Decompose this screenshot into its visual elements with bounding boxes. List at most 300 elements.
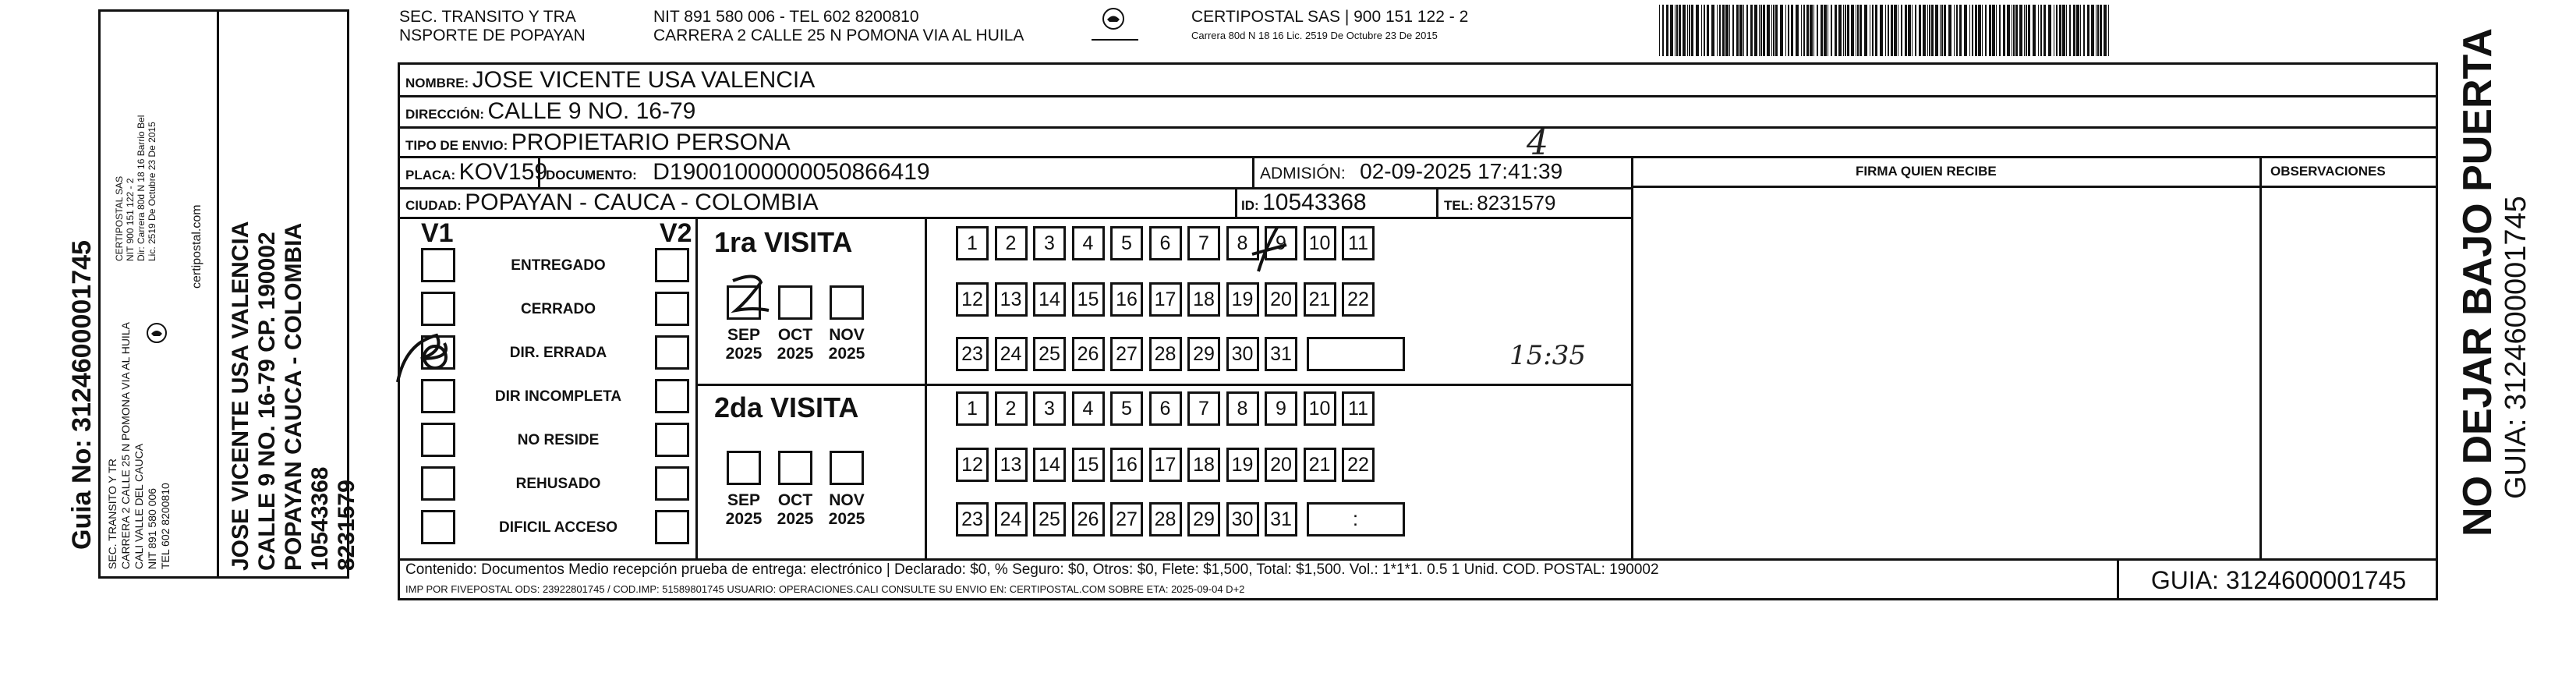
barcode-bar [1736, 5, 1739, 56]
right-guia-label: GUIA: 3124600001745 [2500, 196, 2532, 499]
day-cell[interactable]: 21 [1304, 282, 1336, 317]
barcode-bar [1901, 5, 1902, 56]
id-label: ID: [1241, 198, 1259, 213]
tel-value: 8231579 [1477, 191, 1556, 214]
month-year: 2025 [725, 510, 763, 528]
barcode-bar [1859, 5, 1862, 56]
ciudad-label: CIUDAD: [405, 198, 462, 213]
id-value: 10543368 [1262, 189, 1367, 215]
day-cell[interactable]: 15 [1072, 282, 1105, 317]
day-cell[interactable]: 24 [995, 337, 1028, 371]
day-cell[interactable]: 5 [1110, 391, 1143, 426]
v1-checkbox[interactable] [421, 510, 455, 544]
barcode-bar [1843, 5, 1844, 56]
barcode-bar [1791, 5, 1793, 56]
day-cell[interactable]: 30 [1226, 502, 1259, 536]
barcode-bar [1679, 5, 1681, 56]
visita2-title: 2da VISITA [714, 391, 859, 423]
day-cell[interactable]: 7 [1187, 391, 1220, 426]
day-cell[interactable]: 4 [1072, 391, 1105, 426]
day-cell[interactable]: 6 [1149, 226, 1182, 260]
imp-line: IMP POR FIVEPOSTAL ODS: 23922801745 / COD.IMP: 51589801745 USUARIO: OPERACIONES.CALI CONSULTE SU ENVIO EN: CERTIPOSTAL.COM SOBRE ETA: 2025-09-04 D+2 [405, 583, 1245, 595]
barcode-bar [1972, 5, 1973, 56]
barcode-bar [1732, 5, 1734, 56]
barcode-bar [1810, 5, 1813, 56]
v1-checkbox[interactable] [421, 292, 455, 326]
barcode-bar [1944, 5, 1946, 56]
v2-checkbox[interactable] [655, 510, 689, 544]
day-cell[interactable]: 20 [1265, 448, 1297, 482]
barcode-bar [1659, 5, 1660, 56]
day-cell[interactable]: 10 [1304, 391, 1336, 426]
v2-checkbox[interactable] [655, 466, 689, 501]
barcode-bar [1831, 5, 1832, 56]
barcode-bar [2059, 5, 2061, 56]
barcode-bar [1847, 5, 1849, 56]
day-cell[interactable]: 14 [1033, 448, 1066, 482]
barcode-bar [1969, 5, 1970, 56]
day-cell[interactable]: 9 [1265, 226, 1297, 260]
stub-company-line: NIT 891 580 006 [146, 487, 158, 569]
day-cell[interactable]: 19 [1226, 282, 1259, 317]
barcode-bar [1670, 5, 1673, 56]
barcode-bar [2076, 5, 2079, 56]
day-cell[interactable]: 10 [1304, 226, 1336, 260]
month-label [821, 491, 872, 529]
stub-company-line: SEC. TRANSITO Y TR [106, 459, 119, 569]
month-checkbox[interactable] [778, 451, 812, 485]
barcode-bar [1704, 5, 1705, 56]
barcode-bar [1796, 5, 1799, 56]
day-cell[interactable]: 17 [1149, 282, 1182, 317]
month-year: 2025 [777, 510, 814, 528]
barcode-bar [1978, 5, 1981, 56]
barcode-bar [1725, 5, 1729, 56]
row-divider [398, 217, 1631, 219]
placa-label: PLACA: [405, 168, 456, 182]
day-cell[interactable]: 2 [995, 226, 1028, 260]
tipo-value: PROPIETARIO PERSONA [511, 129, 791, 155]
sender-line: NSPORTE DE POPAYAN [399, 27, 586, 44]
barcode-bar [1919, 5, 1921, 56]
day-cell[interactable]: 29 [1187, 337, 1220, 371]
day-cell[interactable]: 11 [1342, 226, 1375, 260]
month-checkbox[interactable] [830, 451, 864, 485]
barcode-bar [2069, 5, 2071, 56]
day-cell[interactable]: 16 [1110, 448, 1143, 482]
row-divider [398, 126, 2438, 129]
month-name: NOV [829, 326, 865, 344]
certi-line: Carrera 80d N 18 16 Lic. 2519 De Octubre 23 De 2015 [1191, 30, 1438, 41]
stub-guia-number: Guia No: 3124600001745 [67, 240, 97, 550]
barcode-bar [1954, 5, 1955, 56]
barcode-bar [1801, 5, 1802, 56]
barcode-bar [1750, 5, 1753, 56]
day-cell[interactable]: 13 [995, 282, 1028, 317]
barcode-bar [1662, 5, 1664, 56]
barcode-bar [2048, 5, 2051, 56]
day-cell[interactable]: 14 [1033, 282, 1066, 317]
barcode-bar [1788, 5, 1789, 56]
barcode-bar [2056, 5, 2058, 56]
month-label [718, 491, 770, 529]
month-checkbox[interactable] [778, 285, 812, 320]
month-name: NOV [829, 491, 865, 509]
barcode-bar [1683, 5, 1686, 56]
day-cell[interactable]: 23 [956, 502, 989, 536]
barcode-bar [1817, 5, 1818, 56]
v1-checkbox[interactable] [421, 423, 455, 457]
barcode-bar [2024, 5, 2025, 56]
placa-cell [405, 159, 547, 186]
stub-recipient-line: 8231579 [334, 480, 359, 571]
barcode-bar [1885, 5, 1886, 56]
stub-recipient-block [228, 221, 360, 571]
v1-label: V1 [421, 218, 454, 248]
barcode-bar [2013, 5, 2015, 56]
barcode-bar [1948, 5, 1951, 56]
day-cell[interactable]: 22 [1342, 448, 1375, 482]
barcode-bar [1759, 5, 1760, 56]
stub-recipient-line: 10543368 [307, 466, 333, 571]
direccion-row [405, 98, 695, 125]
tel-cell [1444, 191, 1555, 215]
barcode-bar [1891, 5, 1893, 56]
month-label [821, 326, 872, 363]
day-cell[interactable]: 12 [956, 448, 989, 482]
barcode-bar [1999, 5, 2001, 56]
day-mark-icon [1247, 223, 1294, 278]
day-cell[interactable]: 12 [956, 282, 989, 317]
day-cell[interactable]: 9 [1265, 391, 1297, 426]
month-name: OCT [777, 491, 813, 509]
stub-certi-line: Dir: Carrera 80d N 18 16 Barrio Bel [136, 115, 147, 261]
barcode-bar [1760, 5, 1762, 56]
direccion-value: CALLE 9 NO. 16-79 [487, 98, 696, 124]
barcode-bar [1691, 5, 1693, 56]
col-divider [1252, 156, 1254, 187]
v1-checkbox[interactable] [421, 466, 455, 501]
time-box[interactable]: : [1307, 502, 1405, 536]
day-cell[interactable]: 26 [1072, 337, 1105, 371]
barcode-bar [1975, 5, 1977, 56]
barcode-bar [2097, 5, 2099, 56]
barcode-bar [1773, 5, 1775, 56]
admision-cell [1260, 159, 1562, 184]
month-name: OCT [777, 326, 813, 344]
contenido-line: Contenido: Documentos Medio recepción prueba de entrega: electrónico | Declarado: $0, % Seguro: $0, Otros: $0, Flete: $1,500, Total: $1,500. Vol.: 1*1*1. 0.5 1 Unid. COD. POSTAL: 190002 [405, 561, 1659, 578]
day-cell[interactable]: 25 [1033, 337, 1066, 371]
barcode-bar [1851, 5, 1854, 56]
stub-recipient-line: JOSE VICENTE USA VALENCIA [228, 221, 253, 571]
barcode-bar [1717, 5, 1718, 56]
sender-line: SEC. TRANSITO Y TRA [399, 8, 576, 26]
barcode-bar [1982, 5, 1983, 56]
stub-recipient-line: CALLE 9 NO. 16-79 CP. 190002 [254, 232, 280, 571]
row-divider [398, 156, 1631, 158]
check-mark-icon [725, 271, 775, 321]
barcode-bar [1845, 5, 1846, 56]
stub-certi-line: CERTIPOSTAL SAS [114, 175, 125, 261]
barcode-bar [1719, 5, 1721, 56]
visita1-title: 1ra VISITA [714, 226, 853, 258]
v2-label: V2 [660, 218, 692, 248]
barcode-bar [1767, 5, 1770, 56]
row-divider [1631, 156, 2438, 158]
barcode-bar [1959, 5, 1962, 56]
barcode-bar [2062, 5, 2065, 56]
nit-line: NIT 891 580 006 - TEL 602 8200810 [653, 8, 919, 26]
motivo-label: ENTREGADO [511, 257, 606, 274]
day-cell[interactable]: 20 [1265, 282, 1297, 317]
barcode-bar [2100, 5, 2102, 56]
month-checkbox[interactable] [727, 451, 761, 485]
day-cell[interactable]: 1 [956, 391, 989, 426]
day-cell[interactable]: 22 [1342, 282, 1375, 317]
month-year: 2025 [828, 510, 865, 528]
barcode-bar [1722, 5, 1725, 56]
certipostal-logo-icon [1092, 31, 1138, 41]
barcode-bar [1689, 5, 1690, 56]
motivo-label: CERRADO [520, 301, 596, 317]
nombre-label: NOMBRE: [405, 76, 469, 90]
nombre-row [405, 67, 815, 94]
address-line: CARRERA 2 CALLE 25 N POMONA VIA AL HUILA [653, 27, 1024, 44]
barcode-bar [1775, 5, 1778, 56]
barcode-bar [1996, 5, 1997, 56]
barcode-bar [2007, 5, 2010, 56]
month-label [770, 491, 821, 529]
certi-line: CERTIPOSTAL SAS | 900 151 122 - 2 [1191, 8, 1469, 26]
ciudad-cell [405, 189, 819, 216]
col-divider [925, 217, 927, 558]
barcode-bar [2019, 5, 2022, 56]
barcode-bar [1835, 5, 1837, 56]
barcode-bar [1888, 5, 1889, 56]
barcode-bar [1739, 5, 1743, 56]
day-cell[interactable]: 4 [1072, 226, 1105, 260]
barcode-bar [1880, 5, 1883, 56]
day-cell[interactable]: 11 [1342, 391, 1375, 426]
barcode-bar [1743, 5, 1744, 56]
day-cell[interactable]: 3 [1033, 226, 1066, 260]
barcode-bar [1908, 5, 1911, 56]
footer-guia: GUIA: 3124600001745 [2117, 560, 2438, 600]
day-cell[interactable]: 31 [1265, 502, 1297, 536]
admision-value: 02-09-2025 17:41:39 [1360, 159, 1563, 183]
day-cell[interactable]: 1 [956, 226, 989, 260]
col-divider [695, 217, 698, 558]
barcode-bar [2073, 5, 2075, 56]
day-cell[interactable]: 30 [1226, 337, 1259, 371]
barcode-bar [2043, 5, 2046, 56]
barcode-bar [2026, 5, 2027, 56]
day-cell[interactable]: 27 [1110, 502, 1143, 536]
barcode-bar [1929, 5, 1930, 56]
barcode-bar [1941, 5, 1943, 56]
day-cell[interactable]: 26 [1072, 502, 1105, 536]
day-cell[interactable]: 24 [995, 502, 1028, 536]
barcode-bar [1754, 5, 1757, 56]
barcode-bar [1701, 5, 1702, 56]
barcode-bar [1912, 5, 1913, 56]
day-cell[interactable]: 18 [1187, 448, 1220, 482]
v2-checkbox[interactable] [655, 379, 689, 413]
stub-company-line: CALI VALLE DEL CAUCA [133, 443, 145, 569]
documento-label: DOCUMENTO: [546, 168, 637, 182]
barcode-bar [2066, 5, 2067, 56]
day-cell[interactable]: 15 [1072, 448, 1105, 482]
day-cell[interactable]: 8 [1226, 391, 1259, 426]
barcode-bar [1927, 5, 1928, 56]
nit-block [653, 8, 1024, 45]
documento-cell [546, 159, 930, 186]
tipo-label: TIPO DE ENVIO: [405, 138, 508, 153]
v2-checkbox[interactable] [655, 423, 689, 457]
motivo-label: DIR. ERRADA [509, 345, 607, 361]
barcode-bar [2040, 5, 2042, 56]
sender-block [399, 8, 586, 45]
month-label [718, 326, 770, 363]
stub-web: certipostal.com [190, 204, 203, 289]
barcode-bar [1813, 5, 1814, 56]
col-divider [2259, 156, 2262, 560]
day-cell[interactable]: 7 [1187, 226, 1220, 260]
observaciones-label: OBSERVACIONES [2270, 164, 2386, 179]
col-divider [1436, 187, 1438, 217]
row-divider [398, 95, 2438, 97]
tipo-row [405, 129, 791, 156]
month-label [770, 326, 821, 363]
firma-label: FIRMA QUIEN RECIBE [1856, 164, 1997, 179]
phone-logo-icon [145, 321, 168, 345]
v2-checkbox[interactable] [655, 292, 689, 326]
barcode-bar [1806, 5, 1809, 56]
barcode-bar [1824, 5, 1827, 56]
day-cell[interactable]: 8 [1226, 226, 1259, 260]
day-cell[interactable]: 25 [1033, 502, 1066, 536]
day-cell[interactable]: 28 [1149, 502, 1182, 536]
barcode-bar [1696, 5, 1699, 56]
stub-company-line: TEL 602 8200810 [159, 483, 172, 569]
day-cell[interactable]: 2 [995, 391, 1028, 426]
barcode-bar [1935, 5, 1938, 56]
month-year: 2025 [777, 345, 814, 363]
barcode-icon [1659, 5, 2111, 56]
v2-checkbox[interactable] [655, 335, 689, 370]
stub-company-block [106, 322, 172, 569]
col-divider [1235, 187, 1237, 217]
day-cell[interactable]: 3 [1033, 391, 1066, 426]
barcode-bar [2028, 5, 2030, 56]
barcode-bar [2087, 5, 2089, 56]
barcode-bar [1785, 5, 1786, 56]
day-cell[interactable]: 17 [1149, 448, 1182, 482]
barcode-bar [1940, 5, 1941, 56]
barcode-bar [1872, 5, 1874, 56]
barcode-bar [1687, 5, 1688, 56]
tel-label: TEL: [1444, 198, 1474, 213]
barcode-bar [1905, 5, 1907, 56]
placa-value: KOV159 [458, 159, 548, 185]
admision-label: ADMISIÓN: [1260, 165, 1346, 182]
time-box[interactable] [1307, 337, 1405, 371]
barcode-bar [1931, 5, 1934, 56]
day-cell[interactable]: 23 [956, 337, 989, 371]
v2-checkbox[interactable] [655, 248, 689, 282]
direccion-label: DIRECCIÓN: [405, 107, 485, 122]
barcode-bar [2083, 5, 2085, 56]
stub-certi-line: NIT 900 151 122 - 2 [125, 178, 136, 261]
barcode-bar [2038, 5, 2039, 56]
handwritten-mark: 4 [1527, 123, 1548, 163]
barcode-bar [1956, 5, 1958, 56]
barcode-bar [1746, 5, 1748, 56]
month-checkbox[interactable] [830, 285, 864, 320]
barcode-bar [2033, 5, 2036, 56]
motivo-label: DIR INCOMPLETA [494, 388, 622, 405]
v1-checkbox[interactable] [421, 248, 455, 282]
day-cell[interactable]: 28 [1149, 337, 1182, 371]
barcode-bar [1763, 5, 1765, 56]
barcode-bar [1923, 5, 1926, 56]
certipostal-block [1191, 8, 1468, 45]
motivo-label: REHUSADO [515, 476, 601, 492]
barcode-bar [1864, 5, 1867, 56]
stub-certi-line: Lic. 2519 De Octubre 23 De 2015 [147, 122, 157, 261]
barcode-bar [1711, 5, 1714, 56]
barcode-bar [1676, 5, 1678, 56]
check-scribble-icon [390, 328, 460, 390]
barcode-bar [1803, 5, 1805, 56]
day-cell[interactable]: 31 [1265, 337, 1297, 371]
day-cell[interactable]: 13 [995, 448, 1028, 482]
stub-divider [217, 9, 219, 579]
barcode-bar [1707, 5, 1709, 56]
day-cell[interactable]: 16 [1110, 282, 1143, 317]
stub-recipient-line: POPAYAN CAUCA - COLOMBIA [281, 222, 306, 571]
ciudad-value: POPAYAN - CAUCA - COLOMBIA [465, 189, 819, 215]
col-divider [1631, 156, 1633, 560]
row-divider [695, 384, 1631, 386]
barcode-bar [2108, 5, 2109, 56]
nombre-value: JOSE VICENTE USA VALENCIA [472, 67, 816, 93]
no-dejar-label: NO DEJAR BAJO PUERTA [2455, 27, 2500, 536]
motivo-label: NO RESIDE [517, 432, 600, 448]
barcode-bar [1992, 5, 1995, 56]
barcode-bar [1729, 5, 1730, 56]
barcode-bar [2003, 5, 2005, 56]
barcode-bar [2015, 5, 2018, 56]
motivo-label: DIFICIL ACCESO [498, 519, 617, 536]
day-cell[interactable]: 6 [1149, 391, 1182, 426]
barcode-bar [1894, 5, 1897, 56]
day-cell[interactable]: 29 [1187, 502, 1220, 536]
day-cell[interactable]: 5 [1110, 226, 1143, 260]
month-year: 2025 [828, 345, 865, 363]
barcode-bar [2091, 5, 2094, 56]
day-cell[interactable]: 27 [1110, 337, 1143, 371]
barcode-bar [1915, 5, 1916, 56]
day-cell[interactable]: 21 [1304, 448, 1336, 482]
barcode-bar [1989, 5, 1991, 56]
barcode-bar [1857, 5, 1859, 56]
phone-logo-icon [1101, 6, 1126, 31]
day-cell[interactable]: 18 [1187, 282, 1220, 317]
day-cell[interactable]: 19 [1226, 448, 1259, 482]
barcode-bar [1666, 5, 1668, 56]
month-name: SEP [727, 326, 761, 344]
